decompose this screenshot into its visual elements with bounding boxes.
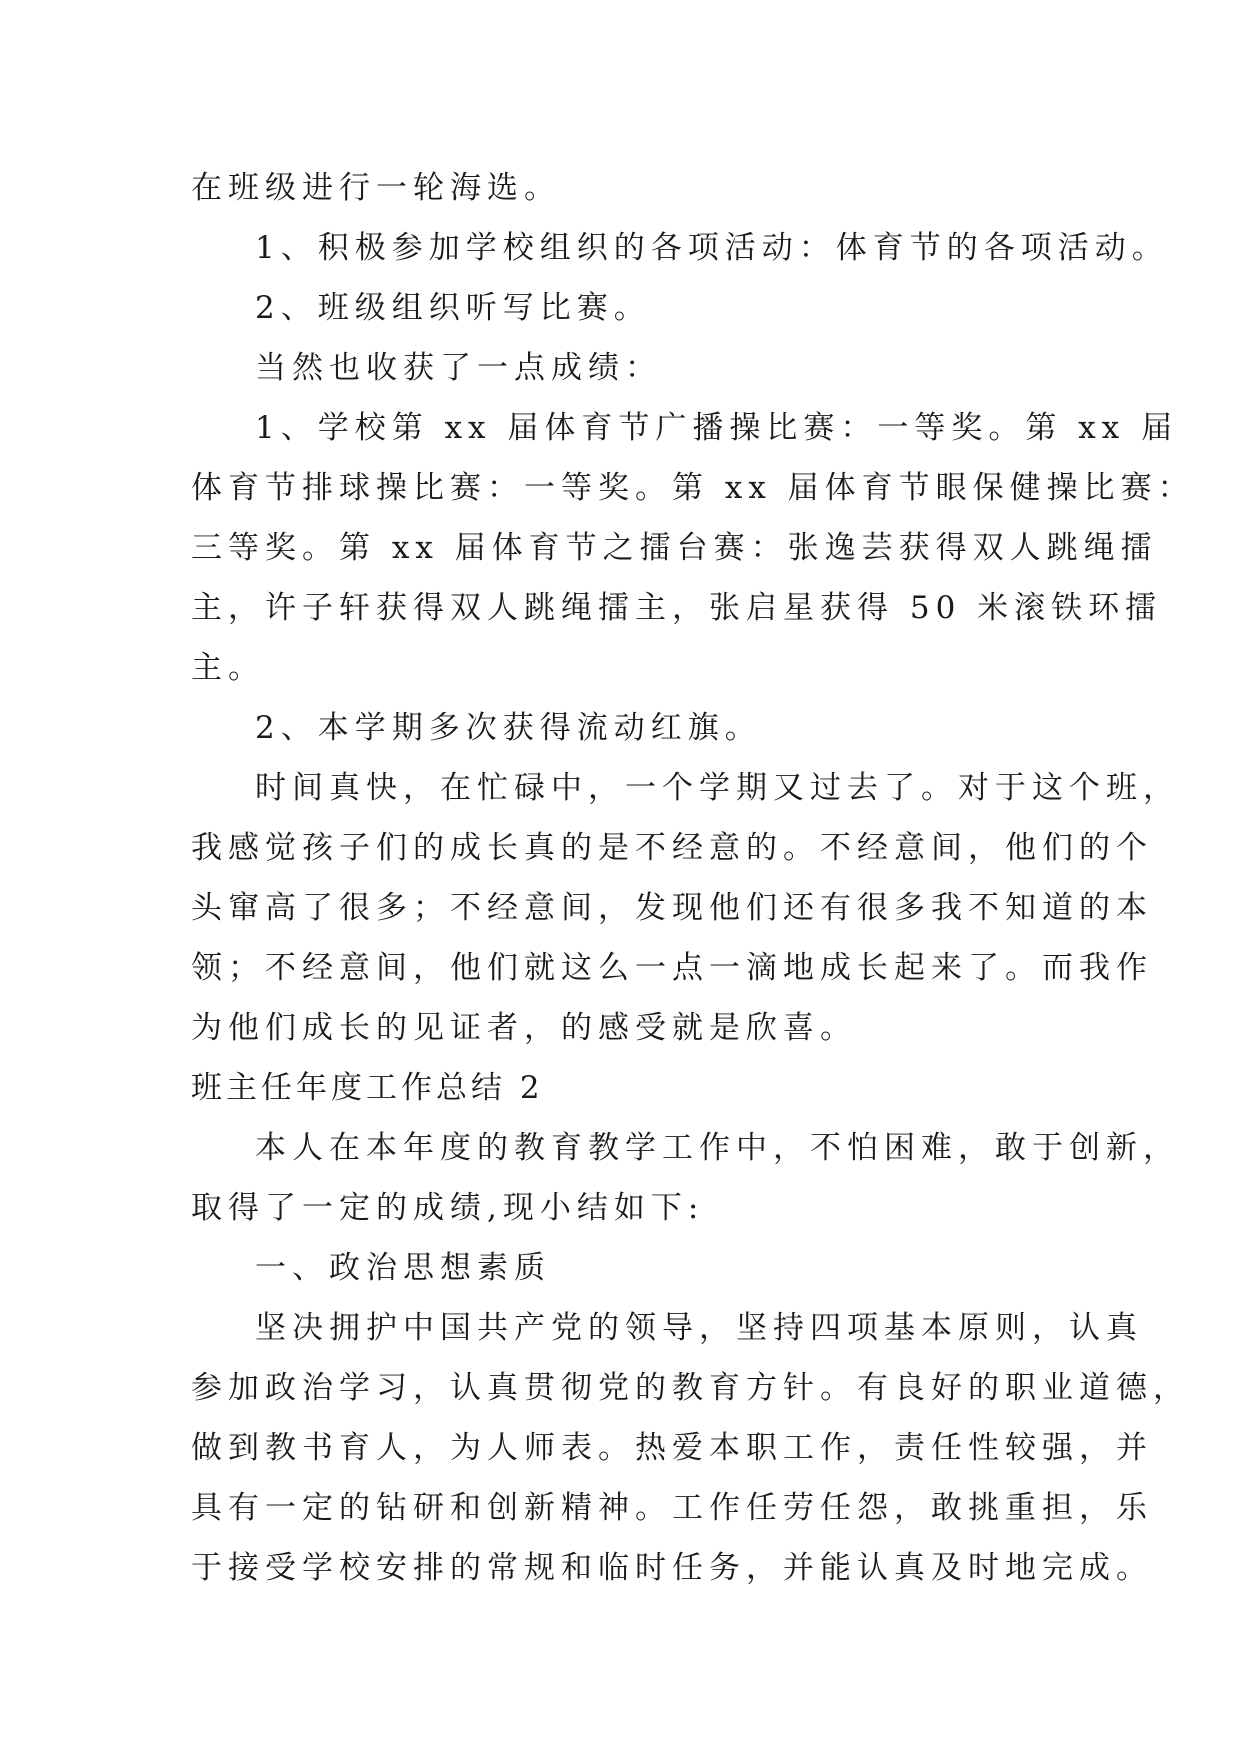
- subsection-heading: 一、政治思想素质: [255, 1250, 551, 1286]
- text-line: 三等奖。第 xx 届体育节之擂台赛：张逸芸获得双人跳绳擂: [191, 530, 1158, 566]
- text-line: 体育节排球操比赛：一等奖。第 xx 届体育节眼保健操比赛：: [191, 470, 1195, 506]
- text-line: 主，许子轩获得双人跳绳擂主，张启星获得 50 米滚铁环擂: [191, 590, 1163, 626]
- text-line: 头窜高了很多；不经意间，发现他们还有很多我不知道的本: [191, 890, 1153, 926]
- text-line: 于接受学校安排的常规和临时任务，并能认真及时地完成。: [191, 1550, 1153, 1586]
- text-line: 在班级进行一轮海选。: [191, 170, 561, 206]
- text-line: 2、班级组织听写比赛。: [255, 290, 651, 326]
- text-line: 坚决拥护中国共产党的领导，坚持四项基本原则，认真: [255, 1310, 1143, 1346]
- text-line: 做到教书育人，为人师表。热爱本职工作，责任性较强，并: [191, 1430, 1153, 1466]
- text-line: 具有一定的钻研和创新精神。工作任劳任怨，敢挑重担，乐: [191, 1490, 1153, 1526]
- text-line: 当然也收获了一点成绩：: [255, 350, 662, 386]
- text-line: 参加政治学习，认真贯彻党的教育方针。有良好的职业道德，: [191, 1370, 1190, 1406]
- text-line: 我感觉孩子们的成长真的是不经意的。不经意间，他们的个: [191, 830, 1153, 866]
- text-line: 2、本学期多次获得流动红旗。: [255, 710, 762, 746]
- text-line: 为他们成长的见证者，的感受就是欣喜。: [191, 1010, 857, 1046]
- text-line: 本人在本年度的教育教学工作中，不怕困难，敢于创新，: [255, 1130, 1180, 1166]
- document-page: [191, 158, 1195, 1598]
- text-line: 1、积极参加学校组织的各项活动：体育节的各项活动。: [255, 230, 1169, 266]
- text-line: 领；不经意间，他们就这么一点一滴地成长起来了。而我作: [191, 950, 1153, 986]
- text-line: 1、学校第 xx 届体育节广播操比赛：一等奖。第 xx 届: [255, 410, 1179, 446]
- text-line: 时间真快，在忙碌中，一个学期又过去了。对于这个班，: [255, 770, 1180, 806]
- section-heading: 班主任年度工作总结 2: [191, 1070, 544, 1106]
- text-line: 取得了一定的成绩,现小结如下:: [191, 1190, 705, 1226]
- text-line: 主。: [191, 650, 265, 686]
